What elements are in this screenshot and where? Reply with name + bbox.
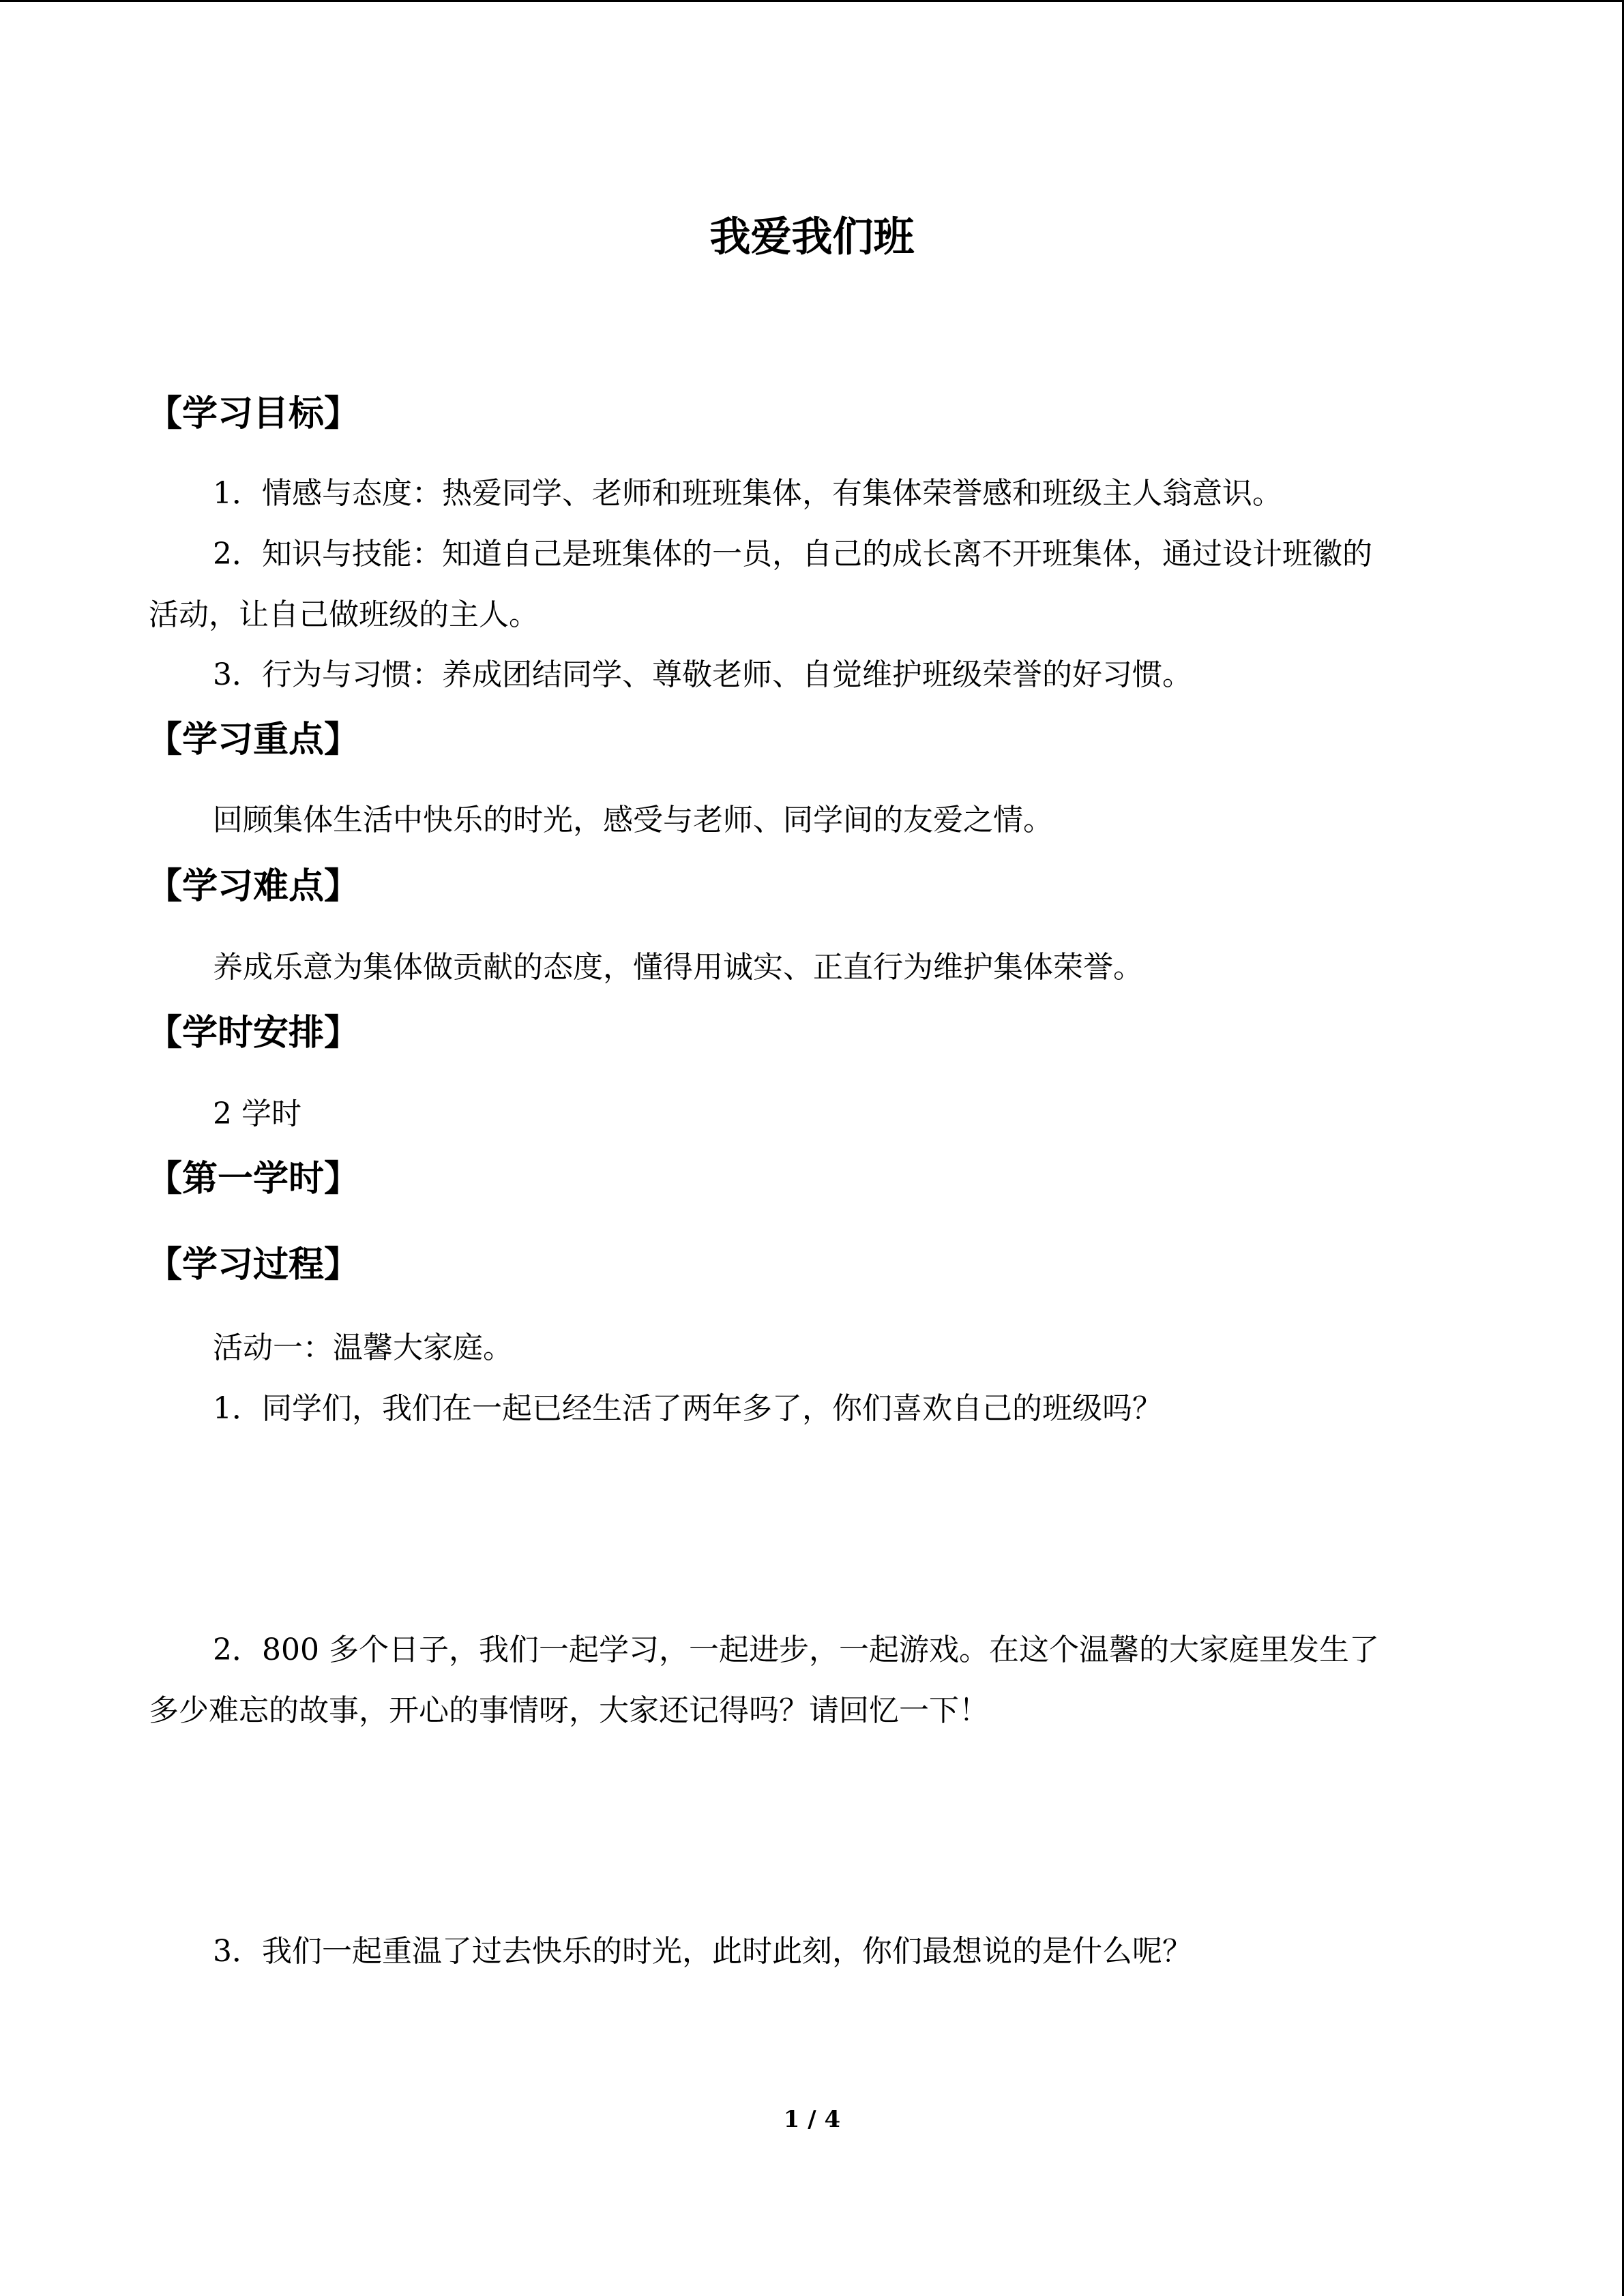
goals-item-3: 3．行为与习惯：养成团结同学、尊敬老师、自觉维护班级荣誉的好习惯。 [213,657,1192,692]
question-1: 1．同学们，我们在一起已经生活了两年多了，你们喜欢自己的班级吗？ [213,1391,1162,1426]
schedule-heading: 【学时安排】 [147,1013,360,1054]
difficulties-text: 养成乐意为集体做贡献的态度，懂得用诚实、正直行为维护集体荣誉。 [213,950,1143,985]
difficulties-heading: 【学习难点】 [147,866,360,907]
question-3: 3．我们一起重温了过去快乐的时光，此时此刻，你们最想说的是什么呢？ [213,1934,1192,1969]
page-border-top [0,0,1624,2]
goals-item-1: 1．情感与态度：热爱同学、老师和班班集体，有集体荣誉感和班级主人翁意识。 [213,476,1282,511]
page-title: 我爱我们班 [709,213,915,261]
page-number: 1 / 4 [783,2106,841,2133]
process-heading: 【学习过程】 [147,1244,360,1285]
goals-item-2-line-1: 2．知识与技能：知道自己是班集体的一员，自己的成长离不开班集体，通过设计班徽的 [213,537,1372,571]
question-2-line-2: 多少难忘的故事，开心的事情呀，大家还记得吗？请回忆一下！ [149,1693,989,1728]
key-points-text: 回顾集体生活中快乐的时光，感受与老师、同学间的友爱之情。 [213,803,1053,837]
key-points-heading: 【学习重点】 [147,719,360,760]
goals-item-2-line-2: 活动，让自己做班级的主人。 [149,597,539,632]
goals-heading: 【学习目标】 [147,393,360,434]
question-2-line-1: 2．800 多个日子，我们一起学习，一起进步，一起游戏。在这个温馨的大家庭里发生了 [213,1632,1379,1667]
first-period-heading: 【第一学时】 [147,1159,360,1199]
activity-one: 活动一：温馨大家庭。 [213,1330,513,1365]
schedule-text: 2 学时 [213,1097,301,1131]
